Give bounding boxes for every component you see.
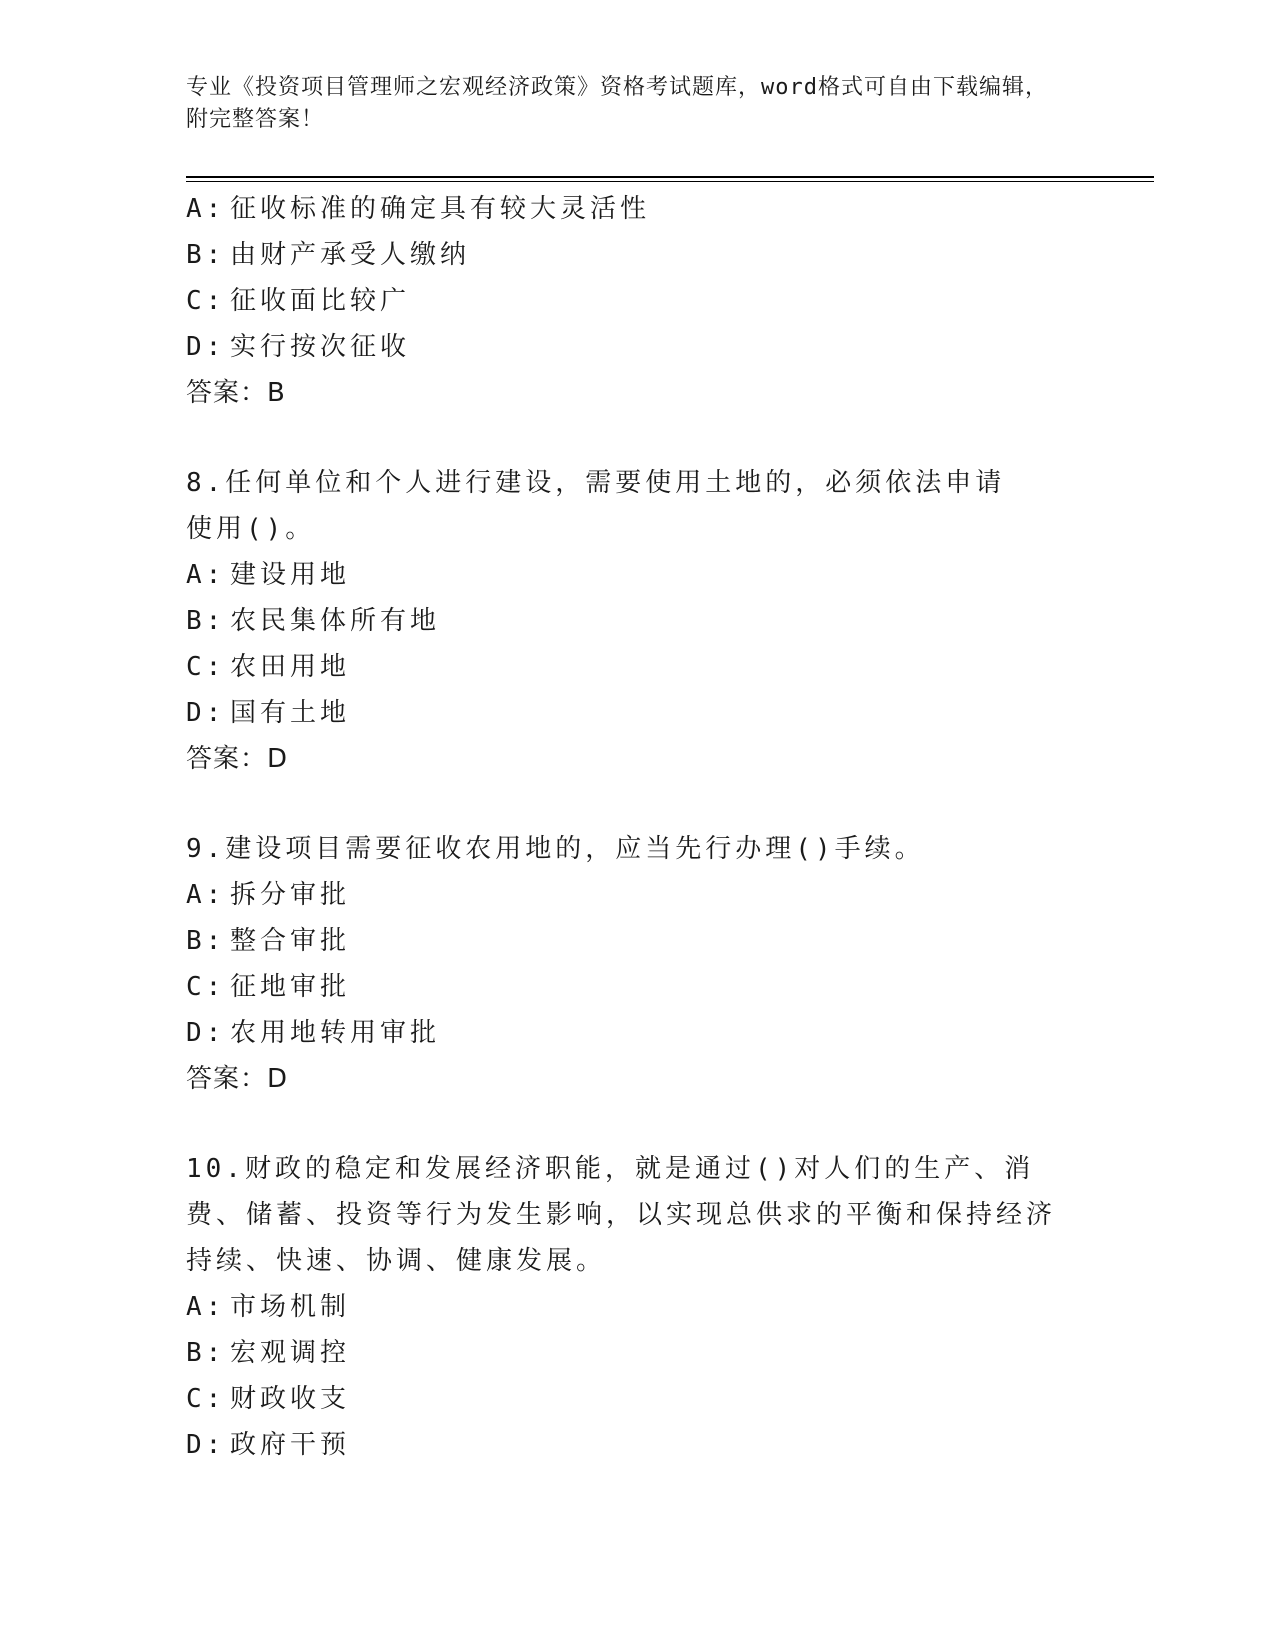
question-stem: 8.任何单位和个人进行建设，需要使用土地的，必须依法申请使用()。 — [186, 468, 1006, 544]
header-divider-thin — [186, 181, 1154, 182]
option-a: A: 拆分审批 — [186, 880, 351, 910]
question-8 — [186, 460, 1086, 782]
question-9 — [186, 826, 1086, 1102]
answer: 答案：D — [186, 1064, 289, 1094]
option-c: C: 农田用地 — [186, 652, 351, 682]
option-a: A: 市场机制 — [186, 1292, 351, 1322]
option-d: D: 政府干预 — [186, 1430, 351, 1460]
question-10 — [186, 1146, 1086, 1468]
answer: 答案：D — [186, 744, 289, 774]
question-7 — [186, 186, 1086, 416]
header-divider-thick — [186, 176, 1154, 178]
option-a: A: 建设用地 — [186, 560, 351, 590]
question-stem: 9.建设项目需要征收农用地的，应当先行办理()手续。 — [186, 834, 925, 864]
option-c: C: 征地审批 — [186, 972, 351, 1002]
option-d: D: 实行按次征收 — [186, 332, 411, 362]
option-b: B: 宏观调控 — [186, 1338, 351, 1368]
document-header: 专业《投资项目管理师之宏观经济政策》资格考试题库，word格式可自由下载编辑，附完整答案！ — [186, 75, 1048, 132]
option-b: B: 农民集体所有地 — [186, 606, 441, 636]
answer: 答案：B — [186, 378, 286, 408]
option-d: D: 国有土地 — [186, 698, 351, 728]
option-a: A: 征收标准的确定具有较大灵活性 — [186, 194, 651, 224]
option-d: D: 农用地转用审批 — [186, 1018, 441, 1048]
option-b: B: 由财产承受人缴纳 — [186, 240, 471, 270]
option-c: C: 征收面比较广 — [186, 286, 411, 316]
question-list — [186, 186, 1086, 1468]
option-c: C: 财政收支 — [186, 1384, 351, 1414]
option-b: B: 整合审批 — [186, 926, 351, 956]
question-stem: 10.财政的稳定和发展经济职能，就是通过()对人们的生产、消费、储蓄、投资等行为发生影响，以实现总供求的平衡和保持经济持续、快速、协调、健康发展。 — [186, 1154, 1057, 1276]
